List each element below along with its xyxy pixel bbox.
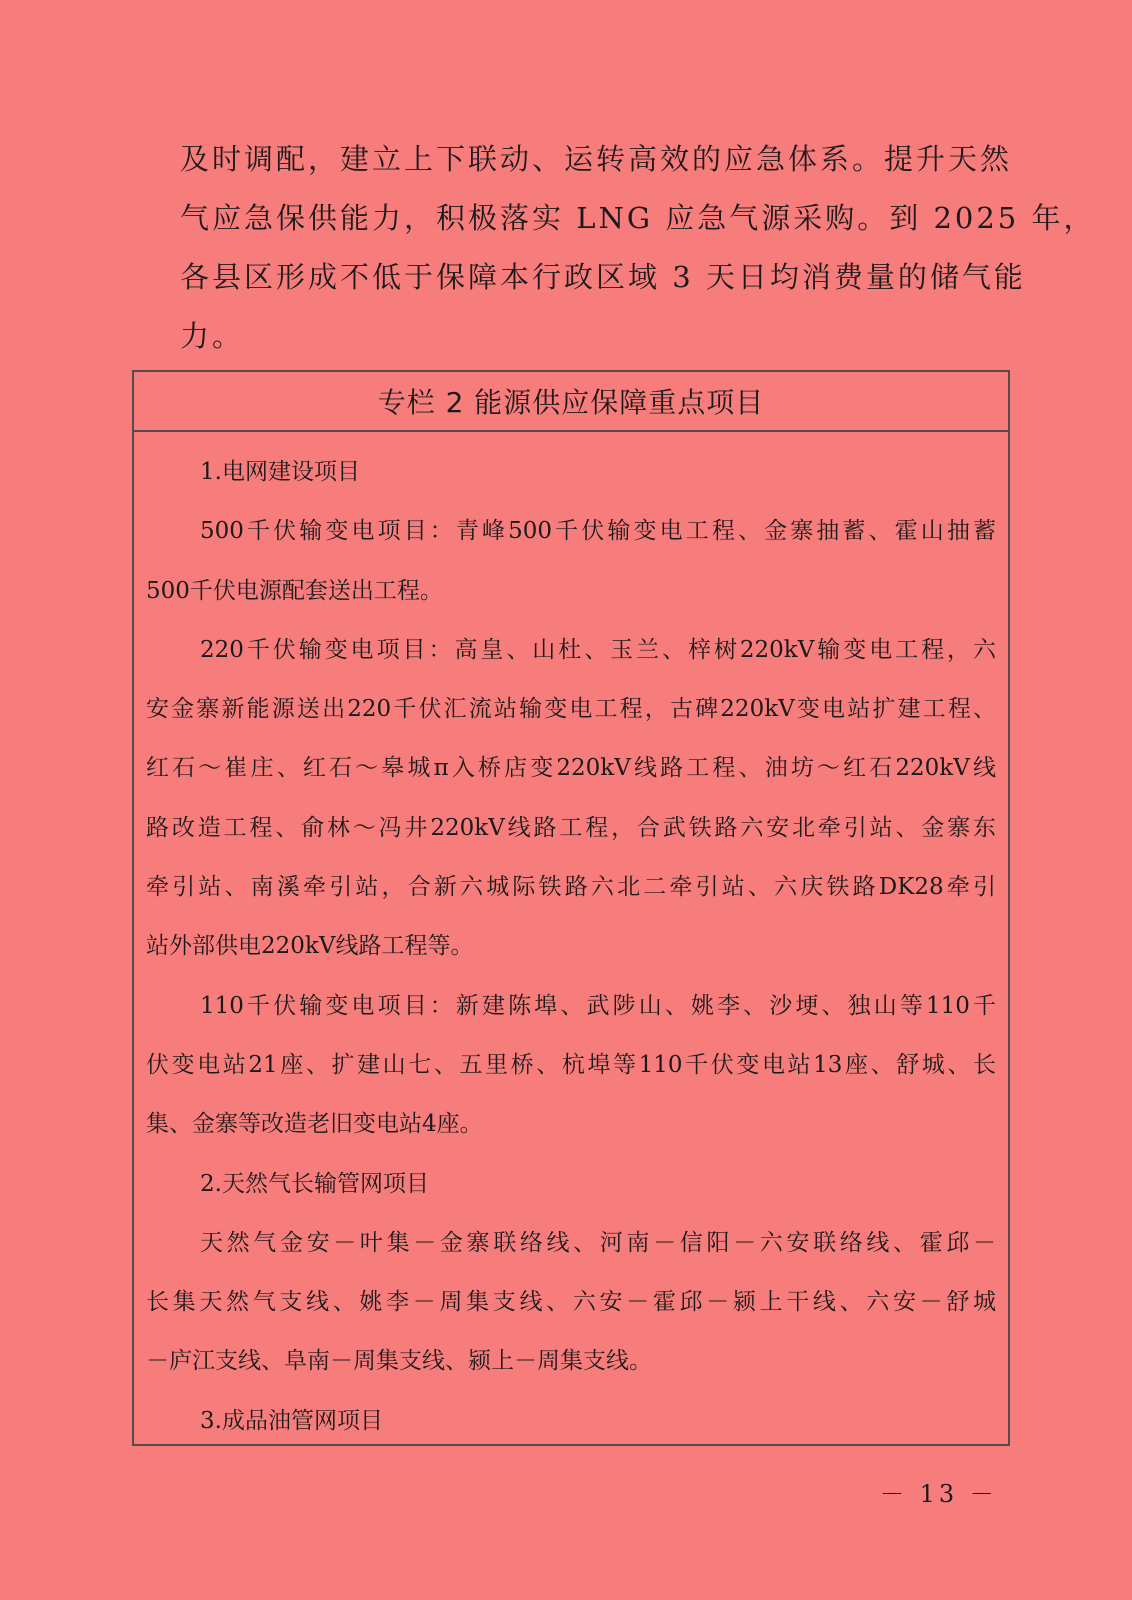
- intro-line: 气应急保供能力，积极落实 LNG 应急气源采购。到 2025 年，: [180, 201, 1096, 235]
- section-heading-power-grid: 1.电网建设项目: [200, 459, 360, 485]
- paragraph-line: 500千伏输变电项目：青峰500千伏输变电工程、金寨抽蓄、霍山抽蓄: [200, 518, 996, 545]
- paragraph-line: 红石～崔庄、红石～皋城π入桥店变220kV线路工程、油坊～红石220kV线: [146, 755, 996, 782]
- paragraph-line: 伏变电站21座、扩建山七、五里桥、杭埠等110千伏变电站13座、舒城、长: [146, 1051, 996, 1078]
- paragraph-line: 集、金寨等改造老旧变电站4座。: [146, 1111, 483, 1138]
- paragraph-line: 路改造工程、俞林～冯井220kV线路工程，合武铁路六安北牵引站、金寨东: [146, 814, 996, 841]
- paragraph-line: 500千伏电源配套送出工程。: [146, 577, 443, 604]
- paragraph-line: 220千伏输变电项目：高皇、山杜、玉兰、梓树220kV输变电工程，六: [200, 636, 996, 663]
- paragraph-line: 110千伏输变电项目：新建陈埠、武陟山、姚李、沙埂、独山等110千: [200, 992, 996, 1019]
- intro-line: 力。: [180, 319, 245, 353]
- section-heading-oil-pipeline: 3.成品油管网项目: [200, 1407, 383, 1434]
- paragraph-line: 安金寨新能源送出220千伏汇流站输变电工程，古碑220kV变电站扩建工程、: [146, 696, 996, 723]
- page-number: － 13 －: [880, 1480, 998, 1508]
- box-title: 专栏 2 能源供应保障重点项目: [134, 372, 1008, 432]
- intro-paragraph: [180, 130, 1096, 366]
- paragraph-line: 天然气金安－叶集－金寨联络线、河南－信阳－六安联络线、霍邱－: [200, 1229, 996, 1256]
- intro-line: 及时调配，建立上下联动、运转高效的应急体系。提升天然: [180, 142, 1013, 176]
- paragraph-line: 站外部供电220kV线路工程等。: [146, 933, 474, 960]
- paragraph-line: 长集天然气支线、姚李－周集支线、六安－霍邱－颍上干线、六安－舒城: [146, 1289, 996, 1316]
- key-projects-box: [132, 370, 1010, 1446]
- box-body: [134, 432, 1008, 1451]
- paragraph-line: －庐江支线、阜南－周集支线、颍上－周集支线。: [146, 1348, 652, 1375]
- section-heading-gas-pipeline: 2.天然气长输管网项目: [200, 1170, 429, 1197]
- paragraph-line: 牵引站、南溪牵引站，合新六城际铁路六北二牵引站、六庆铁路DK28牵引: [146, 874, 996, 901]
- intro-line: 各县区形成不低于保障本行政区域 3 天日均消费量的储气能: [180, 260, 1026, 294]
